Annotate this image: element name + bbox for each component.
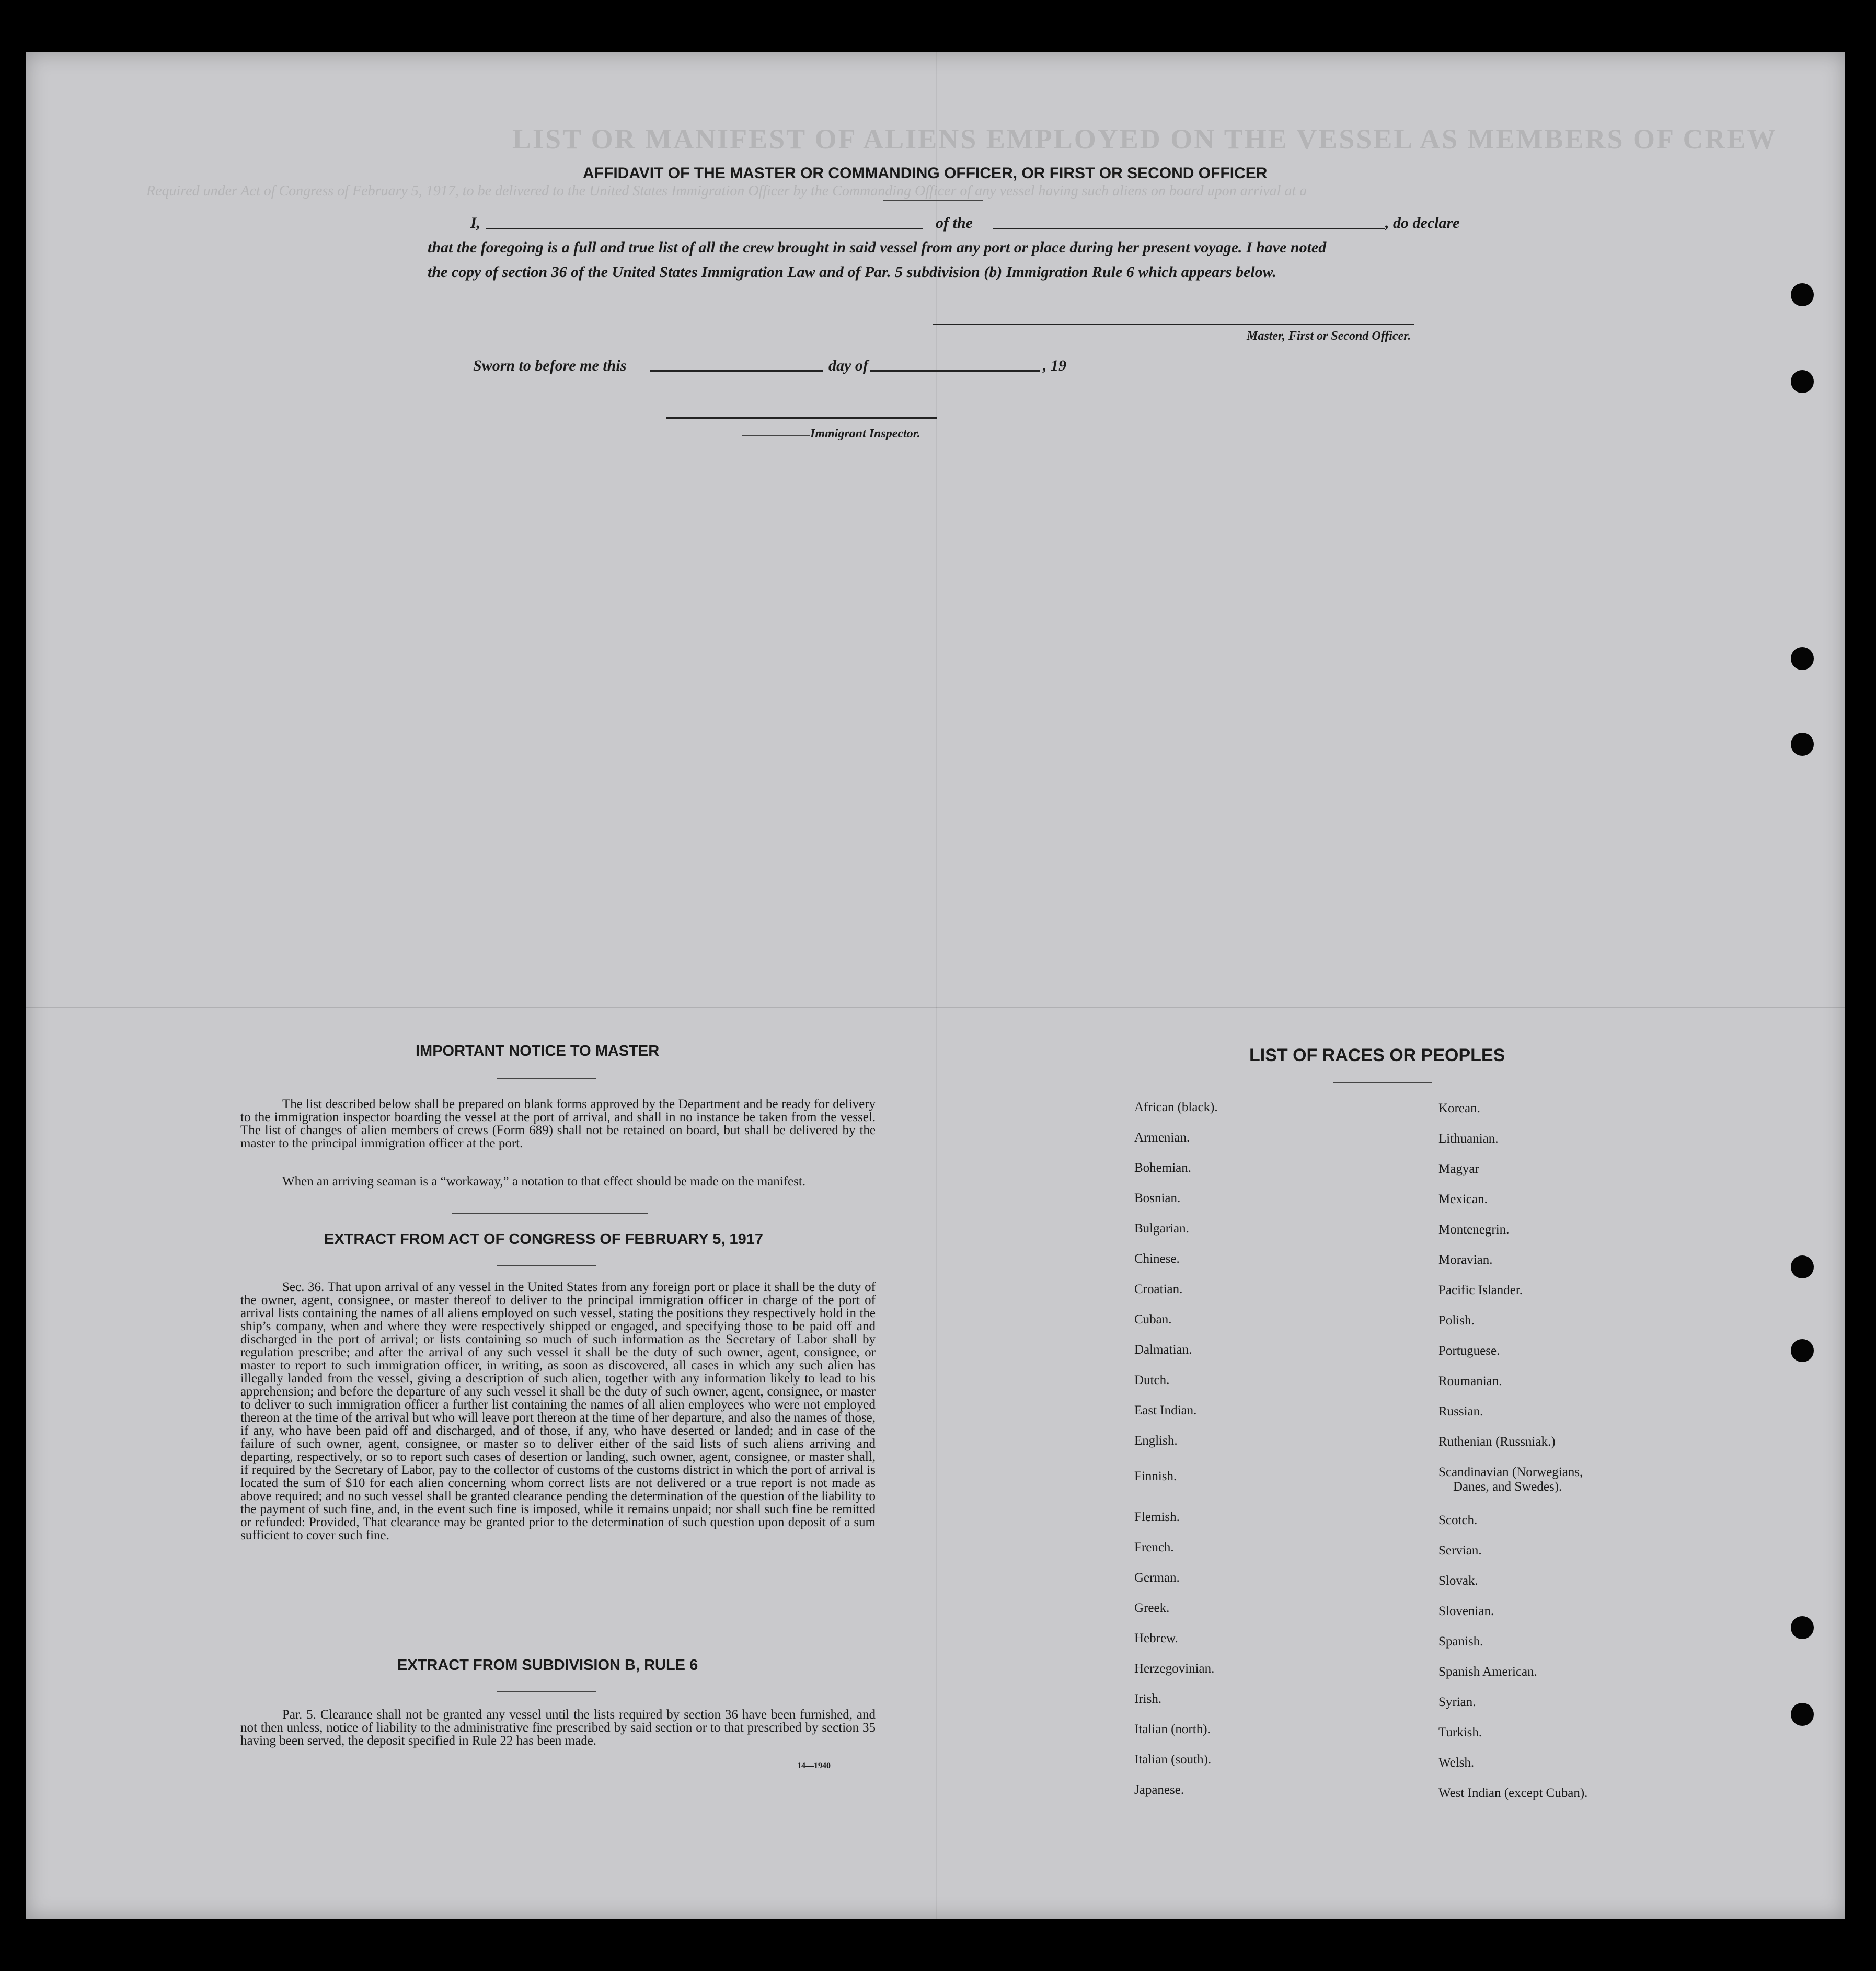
race-item: Dutch.: [1134, 1373, 1170, 1387]
notice-title-rule: [497, 1078, 596, 1079]
extract-act-title: EXTRACT FROM ACT OF CONGRESS OF FEBRUARY 5, 1917: [324, 1231, 764, 1248]
bleed-through-heading: LIST OR MANIFEST OF ALIENS EMPLOYED ON THE VESSEL AS MEMBERS OF CREW: [512, 123, 1777, 155]
race-item: Herzegovinian.: [1134, 1662, 1215, 1676]
affidavit-i-label: I,: [470, 214, 481, 232]
year-label: , 19: [1043, 357, 1066, 374]
punch-hole: [1791, 1616, 1814, 1639]
race-item: Turkish.: [1438, 1725, 1482, 1739]
affidavit-line-2: that the foregoing is a full and true list of all the crew brought in said vessel from any port or place during her present voyage. I have noted: [428, 239, 1327, 256]
race-item: African (black).: [1134, 1100, 1218, 1114]
affidavit-line-3: the copy of section 36 of the United States Immigration Law and of Par. 5 subdivision (b) Immigration Rule 6 which appears below.: [428, 263, 1276, 281]
affidavit-do-declare: , do declare: [1385, 214, 1460, 232]
race-item: Syrian.: [1438, 1695, 1476, 1709]
affidavit-title-rule: [883, 200, 983, 201]
race-item: Danes, and Swedes).: [1453, 1480, 1562, 1494]
race-item: Bosnian.: [1134, 1191, 1181, 1205]
race-item: West Indian (except Cuban).: [1438, 1786, 1588, 1800]
race-item: Flemish.: [1134, 1510, 1180, 1524]
race-item: Slovenian.: [1438, 1604, 1494, 1618]
races-title-rule: [1333, 1082, 1432, 1083]
race-item: Welsh.: [1438, 1756, 1475, 1770]
section-36-text: Sec. 36. That upon arrival of any vessel in the United States from any foreign port or place it shall be the duty of the owner, agent, consignee, or master thereof to deliver to the principal immigration officer in charge of the port of arrival lists containing the names of all aliens employed on such vessel, stating the positions they respectively hold in the ship’s company, when and where they were respectively shipped or engaged, and specifying those to be paid off and discharged in the port of arrival; or lists containing so much of such information as the Secretary of Labor shall by regulation prescribe; and after the arrival of any such vessel it shall be the duty of such owner, agent, consignee, or master to report to such immigration officer, in writing, as soon as discovered, all cases in which any such alien has illegally landed from the vessel, giving a description of such alien, together with any information likely to lead to his apprehension; and before the departure of any such vessel it shall be the duty of such owner, agent, consignee, or master to deliver to such immigration officer a further list containing the names of all alien employees who were not employed thereon at the time of the arrival but who will leave port thereon at the time of her departure, and also the names of those, if any, who have been paid off and discharged, and of those, if any, who have deserted or landed; and in case of the failure of such owner, agent, consignee, or master so to deliver either of the said lists of such aliens arriving and departing, respectively, or so to report such cases of desertion or landing, such owner, agent, consignee, or master shall, if required by the Secretary of Labor, pay to the collector of customs of the customs district in which the port of arrival is located the sum of $10 for each alien concerning whom correct lists are not delivered or a true report is not made as above required; and no such vessel shall be granted clearance pending the determination of the question of the liability to the payment of such fine, and, in the event such fine is imposed, while it remains unpaid; nor shall such fine be remitted or refunded: Provided, That clearance may be granted prior to the determination of such question upon deposit of a sum sufficient to cover such fine.: [240, 1280, 876, 1542]
race-item: Scotch.: [1438, 1513, 1478, 1527]
punch-hole: [1791, 283, 1814, 306]
officer-signature-caption: Master, First or Second Officer.: [1247, 329, 1411, 343]
race-item: Chinese.: [1134, 1252, 1180, 1266]
par-5-text: Par. 5. Clearance shall not be granted any vessel until the lists required by section 36 have been furnished, and not then unless, notice of liability to the administrative fine prescribed by said section or to that prescribed by section 35 having been served, the deposit specified in Rule 22 has been made.: [240, 1708, 876, 1748]
race-item: Korean.: [1438, 1101, 1480, 1115]
affidavit-title: AFFIDAVIT OF THE MASTER OR COMMANDING OFFICER, OR FIRST OR SECOND OFFICER: [583, 165, 1268, 182]
notice-divider: [452, 1213, 648, 1214]
sworn-month-line[interactable]: [870, 370, 1040, 372]
races-title: LIST OF RACES OR PEOPLES: [1249, 1045, 1505, 1065]
race-item: Ruthenian (Russniak.): [1438, 1435, 1556, 1449]
notice-paragraph-1: The list described below shall be prepared on blank forms approved by the Department and be ready for delivery to the immigration inspector boarding the vessel at the port of arrival, and shall in no instance be taken from the vessel. The list of changes of alien members of crews (Form 689) shall not be retained on board, but shall be delivered by the master to the principal immigration officer at the port.: [240, 1097, 876, 1150]
race-item: East Indian.: [1134, 1403, 1197, 1417]
race-item: Armenian.: [1134, 1131, 1190, 1145]
punch-hole: [1791, 1339, 1814, 1362]
vertical-fold-line: [936, 52, 937, 1919]
race-item: Pacific Islander.: [1438, 1283, 1523, 1297]
document-page: [26, 52, 1845, 1919]
affidavit-of-the-label: of the: [936, 214, 973, 232]
race-item: Slovak.: [1438, 1574, 1478, 1588]
officer-signature-line[interactable]: [933, 324, 1414, 325]
punch-hole: [1791, 647, 1814, 670]
race-item: Roumanian.: [1438, 1374, 1502, 1388]
extract-subdivision-rule: [497, 1691, 596, 1692]
sworn-label: Sworn to before me this: [473, 357, 627, 374]
race-item: Mexican.: [1438, 1192, 1488, 1206]
race-item: Moravian.: [1438, 1253, 1493, 1267]
race-item: English.: [1134, 1434, 1178, 1448]
race-item: Portuguese.: [1438, 1344, 1500, 1358]
race-item: Bulgarian.: [1134, 1221, 1189, 1236]
inspector-caption-rule: [742, 435, 810, 436]
notice-paragraph-2: When an arriving seaman is a “workaway,” a notation to that effect should be made on the manifest.: [282, 1174, 806, 1189]
race-item: Greek.: [1134, 1601, 1170, 1615]
day-of-label: day of: [828, 357, 868, 374]
race-item: Finnish.: [1134, 1469, 1177, 1483]
race-item: Spanish.: [1438, 1634, 1483, 1649]
punch-hole: [1791, 733, 1814, 756]
sworn-day-line[interactable]: [650, 370, 823, 372]
bleed-through-subline: Required under Act of Congress of February 5, 1917, to be delivered to the United States Immigration Officer by the Commanding Officer of any vessel having such aliens on board upon arrival at a: [146, 183, 1307, 199]
punch-hole: [1791, 370, 1814, 393]
race-item: Magyar: [1438, 1162, 1479, 1176]
punch-hole: [1791, 1255, 1814, 1278]
race-item: Lithuanian.: [1438, 1132, 1499, 1146]
race-item: Russian.: [1438, 1404, 1483, 1419]
form-number: 14—1940: [797, 1761, 831, 1770]
race-item: Spanish American.: [1438, 1665, 1537, 1679]
extract-act-rule: [497, 1265, 596, 1266]
race-item: Polish.: [1438, 1313, 1475, 1328]
race-item: Japanese.: [1134, 1783, 1184, 1797]
race-item: Dalmatian.: [1134, 1343, 1192, 1357]
race-item: Servian.: [1438, 1543, 1482, 1558]
inspector-signature-line[interactable]: [666, 417, 937, 419]
race-item: German.: [1134, 1571, 1180, 1585]
vessel-name-line[interactable]: [993, 228, 1385, 229]
race-item: Italian (north).: [1134, 1722, 1211, 1736]
master-name-line[interactable]: [486, 228, 923, 229]
race-item: Bohemian.: [1134, 1161, 1192, 1175]
race-item: Italian (south).: [1134, 1753, 1212, 1767]
notice-title: IMPORTANT NOTICE TO MASTER: [416, 1043, 660, 1059]
race-item: Croatian.: [1134, 1282, 1183, 1296]
race-item: French.: [1134, 1540, 1174, 1554]
inspector-caption: Immigrant Inspector.: [810, 427, 920, 441]
punch-hole: [1791, 1703, 1814, 1726]
race-item: Irish.: [1134, 1692, 1162, 1706]
extract-subdivision-title: EXTRACT FROM SUBDIVISION B, RULE 6: [397, 1657, 698, 1674]
race-item: Hebrew.: [1134, 1631, 1178, 1645]
race-item: Scandinavian (Norwegians,: [1438, 1465, 1583, 1479]
race-item: Cuban.: [1134, 1312, 1172, 1327]
race-item: Montenegrin.: [1438, 1223, 1510, 1237]
